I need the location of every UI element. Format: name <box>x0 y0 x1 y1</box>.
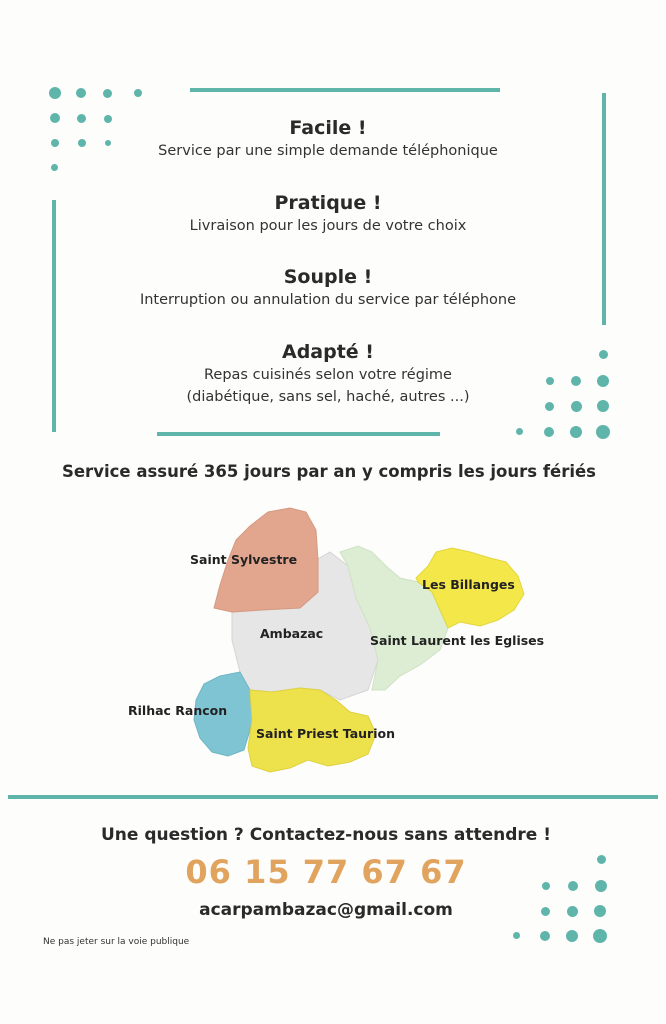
feature-facile <box>0 116 656 162</box>
section-divider-line <box>8 795 658 799</box>
map-label-saint-laurent-les-eglises: Saint Laurent les Eglises <box>370 633 545 648</box>
feature-description: Service par une simple demande téléphonique <box>158 143 498 159</box>
email-address[interactable]: acarpambazac@gmail.com <box>199 900 453 920</box>
feature-souple <box>0 265 656 311</box>
service-statement: Service assuré 365 jours par an y compris les jours fériés <box>61 462 597 481</box>
feature-description: Interruption ou annulation du service par téléphone <box>139 292 517 308</box>
feature-title: Souple ! <box>283 266 373 288</box>
footer-note: Ne pas jeter sur la voie publique <box>43 937 190 947</box>
map-label-saint-priest-taurion: Saint Priest Taurion <box>256 726 395 741</box>
map-label-ambazac: Ambazac <box>260 626 324 641</box>
bottom-frame-line <box>157 432 440 436</box>
feature-description-detail: (diabétique, sans sel, haché, autres ...) <box>186 389 470 405</box>
top-divider-line <box>190 88 500 92</box>
feature-pratique <box>0 191 656 237</box>
map-label-les-billanges: Les Billanges <box>422 577 515 592</box>
feature-title: Facile ! <box>289 117 367 139</box>
map-label-saint-sylvestre: Saint Sylvestre <box>190 552 298 567</box>
contact-question: Une question ? Contactez-nous sans attendre ! <box>100 825 551 845</box>
feature-description: Repas cuisinés selon votre régime <box>204 367 452 383</box>
feature-description: Livraison pour les jours de votre choix <box>189 218 467 234</box>
feature-title: Pratique ! <box>274 192 382 214</box>
phone-number[interactable]: 06 15 77 67 67 <box>185 853 467 891</box>
feature-adapte <box>0 340 656 408</box>
map-label-rilhac-rancon: Rilhac Rancon <box>128 703 228 718</box>
feature-title: Adapté ! <box>282 341 374 363</box>
